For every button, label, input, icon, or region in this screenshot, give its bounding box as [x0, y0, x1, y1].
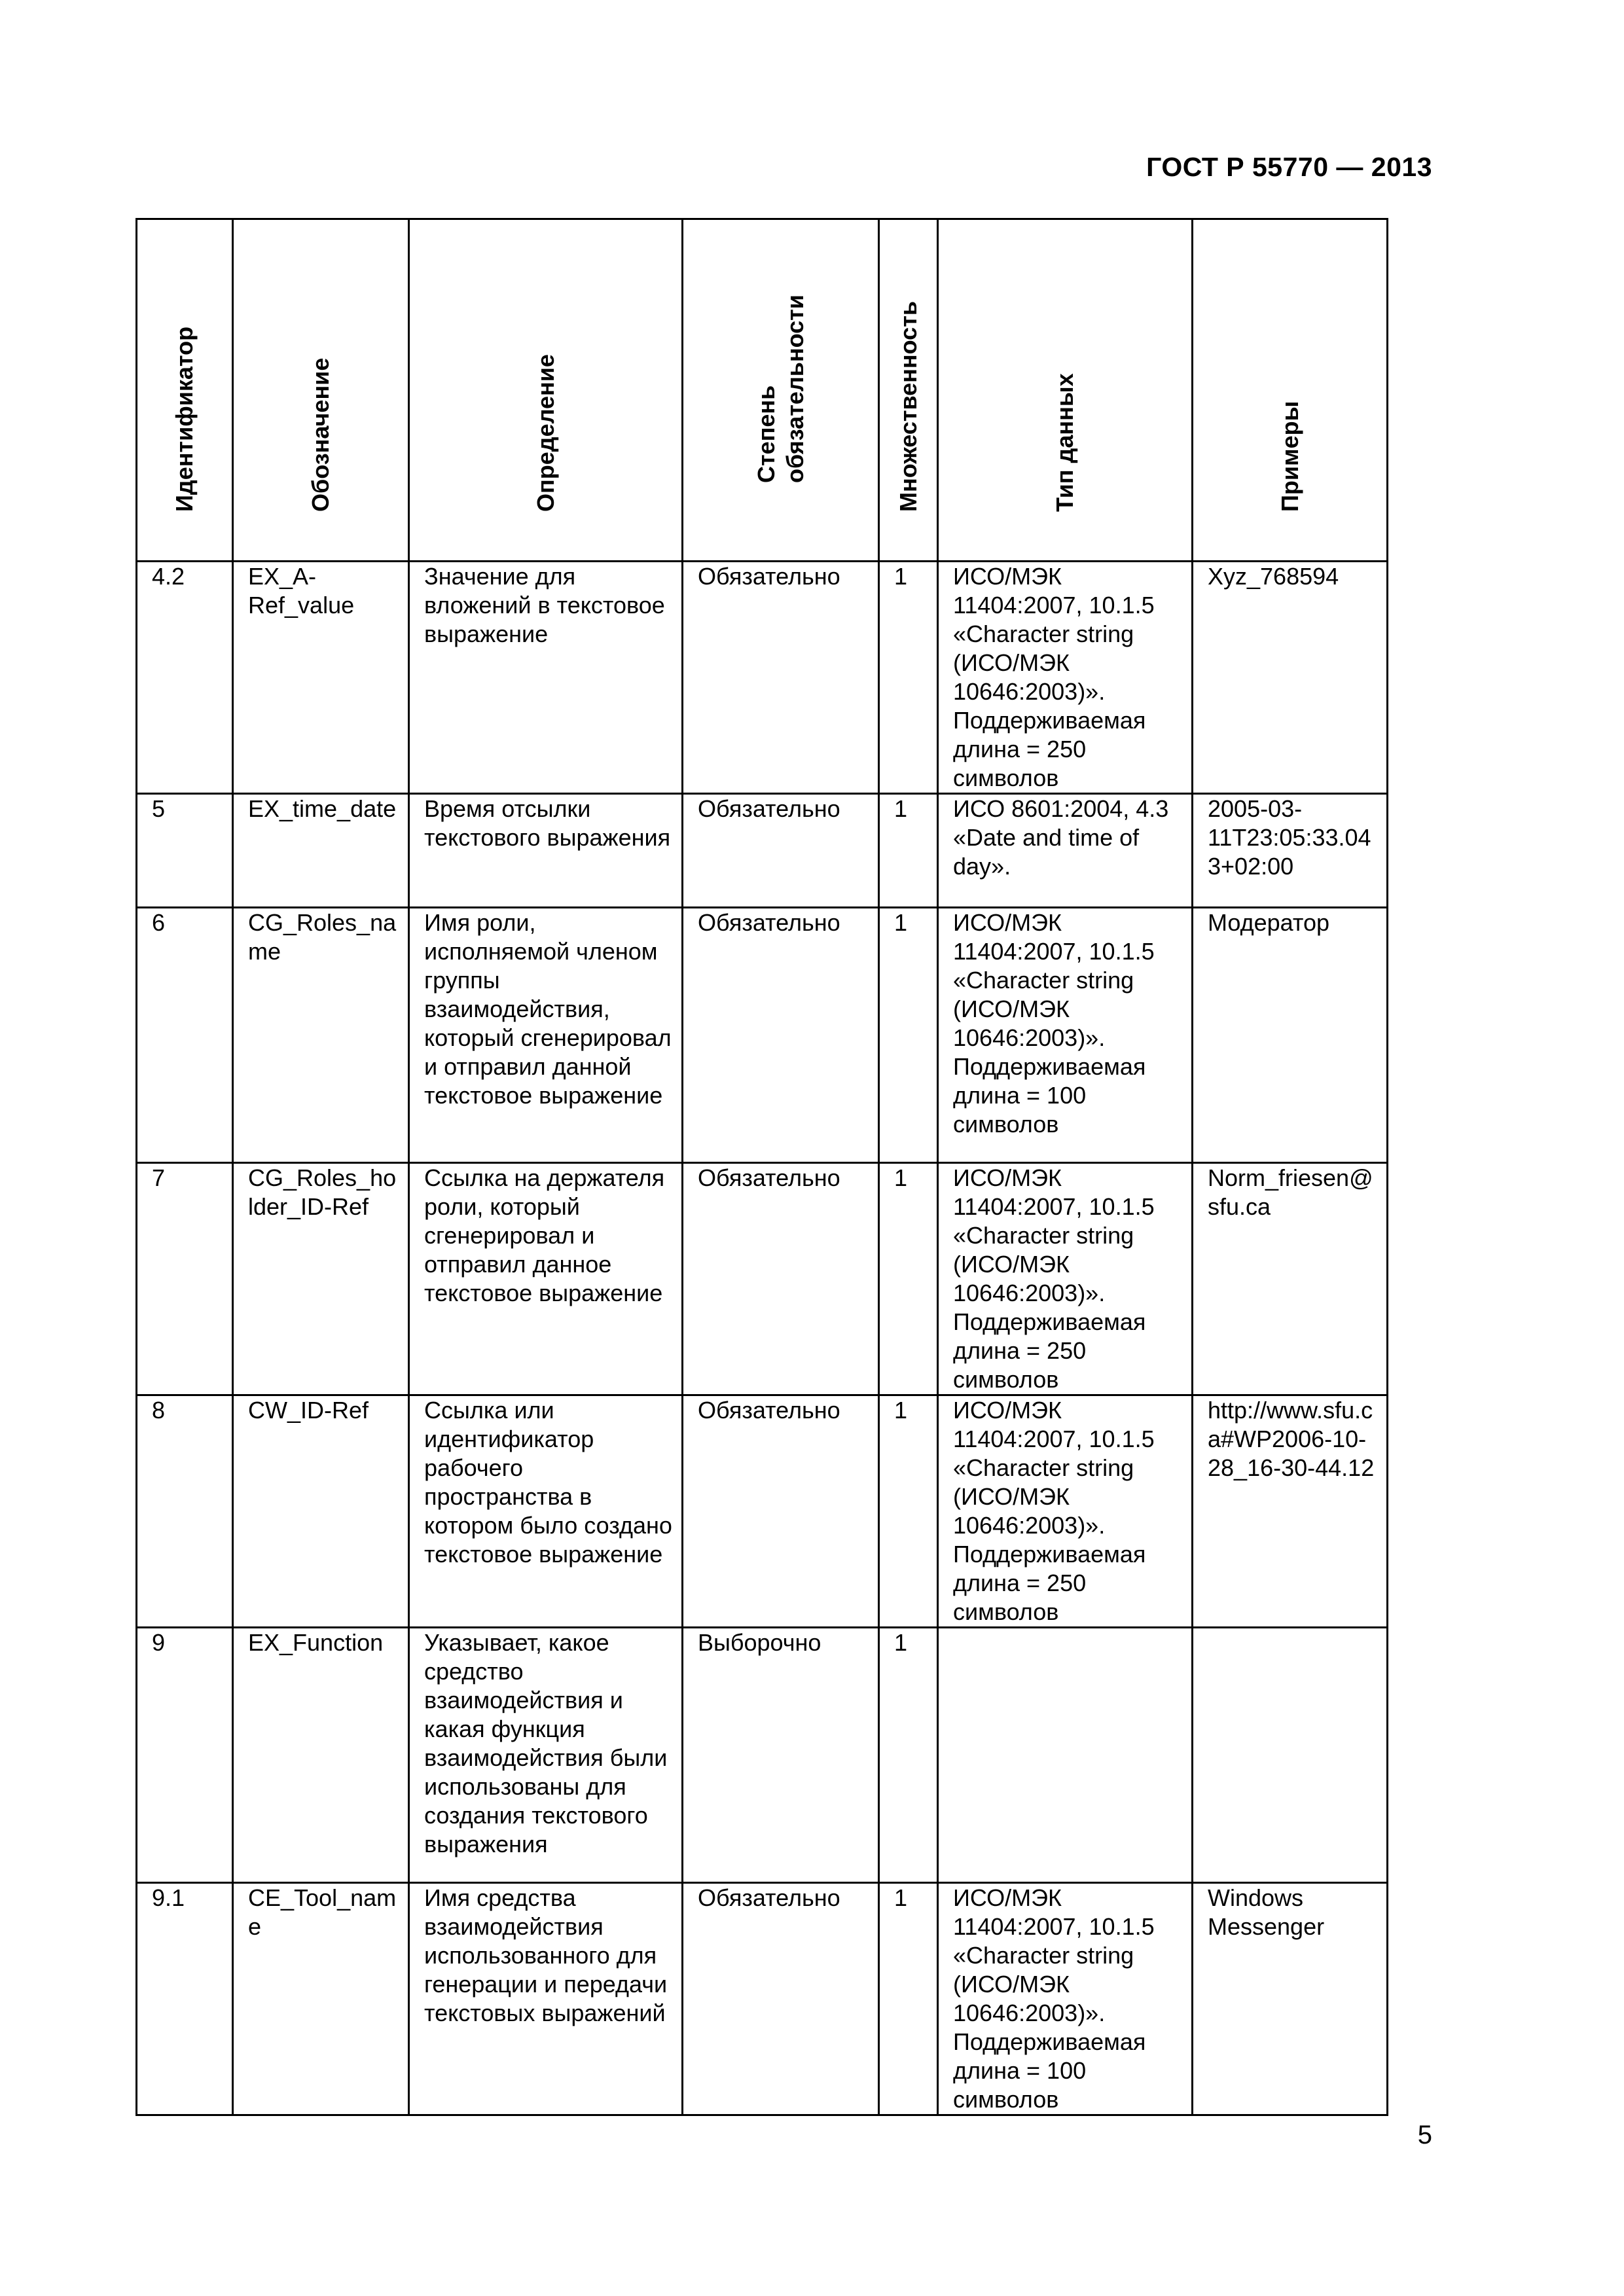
- cell-multiplicity: 1: [879, 794, 938, 908]
- column-header-examples: Примеры: [1193, 219, 1388, 562]
- cell-definition: Ссылка или идентификатор рабочего пространства в котором было создано текстовое выражение: [409, 1395, 683, 1628]
- cell-id: 8: [137, 1395, 233, 1628]
- cell-obligation: Обязательно: [683, 1883, 879, 2115]
- cell-definition: Указывает, какое средство взаимодействия и какая функция взаимодействия были использованы для создания текстового выражения: [409, 1628, 683, 1883]
- cell-example: http://www.sfu.ca#WP2006-10-28_16-30-44.12: [1193, 1395, 1388, 1628]
- cell-multiplicity: 1: [879, 1395, 938, 1628]
- page-header: ГОСТ Р 55770 — 2013: [1146, 152, 1432, 182]
- table-row: [137, 1395, 1388, 1628]
- cell-definition: Имя средства взаимодействия использованного для генерации и передачи текстовых выражений: [409, 1883, 683, 2115]
- table-header-row: [137, 219, 1388, 562]
- cell-datatype: ИСО/МЭК 11404:2007, 10.1.5 «Character string (ИСО/МЭК 10646:2003)». Поддерживаемая длина = 250 символов: [938, 1395, 1193, 1628]
- cell-obligation: Обязательно: [683, 794, 879, 908]
- cell-multiplicity: 1: [879, 1628, 938, 1883]
- table-row: [137, 1883, 1388, 2115]
- table-row: [137, 562, 1388, 794]
- cell-designation: CG_Roles_name: [233, 908, 409, 1163]
- cell-multiplicity: 1: [879, 1163, 938, 1395]
- cell-multiplicity: 1: [879, 562, 938, 794]
- cell-obligation: Обязательно: [683, 1395, 879, 1628]
- cell-example: Norm_friesen@sfu.ca: [1193, 1163, 1388, 1395]
- table-row: [137, 1628, 1388, 1883]
- cell-designation: EX_A-Ref_value: [233, 562, 409, 794]
- table-row: [137, 794, 1388, 908]
- cell-id: 4.2: [137, 562, 233, 794]
- cell-datatype: ИСО/МЭК 11404:2007, 10.1.5 «Character string (ИСО/МЭК 10646:2003)». Поддерживаемая длина = 100 символов: [938, 1883, 1193, 2115]
- cell-example: Модератор: [1193, 908, 1388, 1163]
- column-header-datatype: Тип данных: [938, 219, 1193, 562]
- table-row: [137, 1163, 1388, 1395]
- column-header-multiplicity: Множественность: [879, 219, 938, 562]
- cell-designation: CE_Tool_name: [233, 1883, 409, 2115]
- cell-example: Xyz_768594: [1193, 562, 1388, 794]
- cell-designation: EX_time_date: [233, 794, 409, 908]
- column-header-obligation: Степень обязательности: [683, 219, 879, 562]
- cell-definition: Имя роли, исполняемой членом группы взаимодействия, который сгенерировал и отправил данной текстовое выражение: [409, 908, 683, 1163]
- cell-id: 9.1: [137, 1883, 233, 2115]
- cell-example: 2005-03-11T23:05:33.043+02:00: [1193, 794, 1388, 908]
- column-header-id: Идентификатор: [137, 219, 233, 562]
- cell-id: 9: [137, 1628, 233, 1883]
- cell-id: 5: [137, 794, 233, 908]
- cell-datatype: ИСО/МЭК 11404:2007, 10.1.5 «Character string (ИСО/МЭК 10646:2003)». Поддерживаемая длина = 100 символов: [938, 908, 1193, 1163]
- page-number: 5: [1417, 2121, 1432, 2149]
- column-header-designation: Обозначение: [233, 219, 409, 562]
- cell-definition: Значение для вложений в текстовое выражение: [409, 562, 683, 794]
- cell-example: Windows Messenger: [1193, 1883, 1388, 2115]
- cell-designation: EX_Function: [233, 1628, 409, 1883]
- cell-datatype: ИСО/МЭК 11404:2007, 10.1.5 «Character string (ИСО/МЭК 10646:2003)». Поддерживаемая длина = 250 символов: [938, 1163, 1193, 1395]
- cell-multiplicity: 1: [879, 908, 938, 1163]
- cell-obligation: Выборочно: [683, 1628, 879, 1883]
- table-row: [137, 908, 1388, 1163]
- cell-definition: Ссылка на держателя роли, который сгенерировал и отправил данное текстовое выражение: [409, 1163, 683, 1395]
- cell-datatype: ИСО 8601:2004, 4.3 «Date and time of day».: [938, 794, 1193, 908]
- cell-example: [1193, 1628, 1388, 1883]
- cell-datatype: ИСО/МЭК 11404:2007, 10.1.5 «Character string (ИСО/МЭК 10646:2003)». Поддерживаемая длина = 250 символов: [938, 562, 1193, 794]
- cell-obligation: Обязательно: [683, 1163, 879, 1395]
- cell-id: 7: [137, 1163, 233, 1395]
- cell-multiplicity: 1: [879, 1883, 938, 2115]
- spec-table: [135, 218, 1388, 2116]
- cell-datatype: [938, 1628, 1193, 1883]
- cell-obligation: Обязательно: [683, 562, 879, 794]
- cell-obligation: Обязательно: [683, 908, 879, 1163]
- cell-designation: CW_ID-Ref: [233, 1395, 409, 1628]
- cell-id: 6: [137, 908, 233, 1163]
- column-header-definition: Определение: [409, 219, 683, 562]
- cell-definition: Время отсылки текстового выражения: [409, 794, 683, 908]
- cell-designation: CG_Roles_holder_ID-Ref: [233, 1163, 409, 1395]
